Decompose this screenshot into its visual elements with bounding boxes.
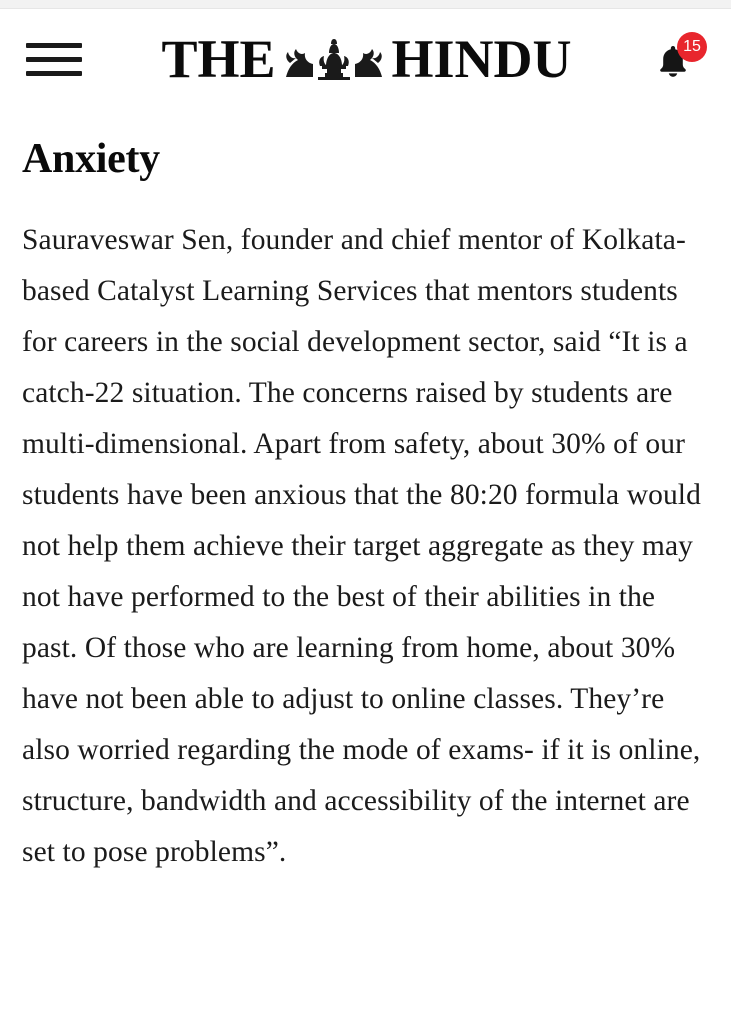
notification-count-badge: 15 (677, 32, 707, 62)
site-logo[interactable] (88, 32, 645, 86)
hamburger-menu-icon[interactable] (26, 37, 82, 81)
article-container (0, 109, 731, 878)
state-emblem-icon (282, 33, 386, 85)
hamburger-bar (26, 71, 82, 76)
logo-text-the: THE (161, 32, 276, 86)
status-strip (0, 0, 731, 9)
page-title: Anxiety (22, 136, 160, 182)
hamburger-bar (26, 43, 82, 48)
hamburger-bar (26, 57, 82, 62)
article-paragraph: Sauraveswar Sen, founder and chief mentor of Kolkata-based Catalyst Learning Services that mentors students for careers in the social development sector, said “It is a catch-22 situation. The concerns raised by students are multi-dimensional. Apart from safety, about 30% of our students have been anxious that the 80:20 formula would not help them achieve their target aggregate as they may not have performed to the best of their abilities in the past. Of those who are learning from home, about 30% have not been able to adjust to online classes. They’re also worried regarding the mode of exams- if it is online, structure, bandwidth and accessibility of the internet are set to pose problems”. (22, 224, 701, 869)
masthead-header (0, 9, 731, 109)
notifications-button[interactable] (655, 34, 701, 84)
logo-text-hindu: HINDU (391, 32, 572, 86)
